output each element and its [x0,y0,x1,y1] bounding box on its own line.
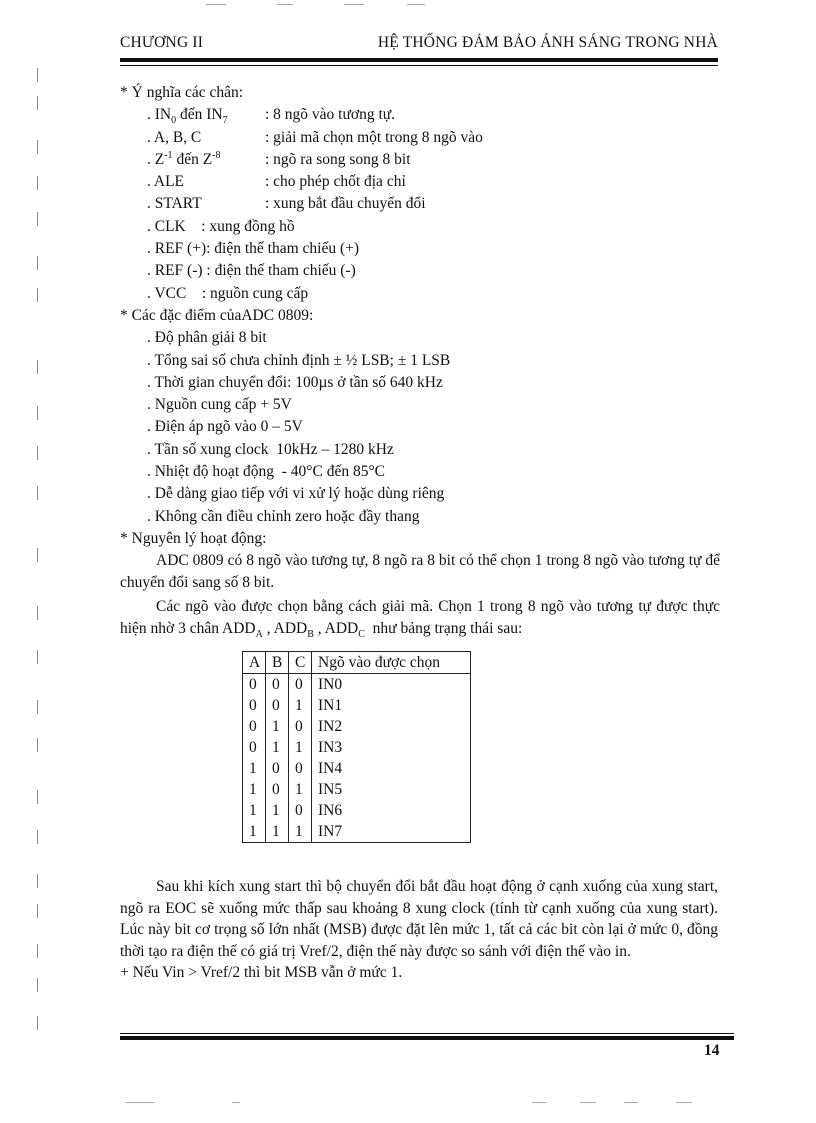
scan-artifact [126,1102,154,1103]
margin-mark [37,212,38,226]
features-heading: * Các đặc điểm củaADC 0809: [120,306,314,324]
footer-rule [120,1033,734,1034]
table-cell: 0 [266,758,289,779]
page-number: 14 [704,1042,720,1059]
table-cell: 1 [243,779,266,800]
principle-paragraph-2: Các ngõ vào được chọn bằng cách giải mã. Chọn 1 trong 8 ngõ vào tương tự được thực hiện nhờ 3 chân $ADD_A$ , $ADD_B$ , $ADD_C$ như bảng trạng thái sau: [120,598,720,640]
table-row [243,674,471,696]
scan-artifact [277,4,293,5]
scan-artifact [532,1102,546,1103]
footer-rule [120,1036,734,1040]
pins-heading: * Ý nghĩa các chân: [120,84,244,101]
table-cell: 0 [266,674,289,696]
condition-line: + Nếu Vin > Vref/2 thì bit MSB vẫn ở mức 1. [120,964,403,981]
pin-item: . REF (-) : điện thế tham chiếu (-) [147,262,356,280]
scan-artifact [232,1102,240,1103]
scan-artifact [407,4,425,5]
margin-mark [37,548,38,562]
table-cell: 1 [289,779,312,800]
chapter-label: CHƯƠNG II [120,34,204,51]
page-body [120,82,720,639]
scan-artifact [676,1102,692,1103]
table-cell: 0 [266,695,289,716]
table-row [243,695,471,716]
pin-item [120,149,720,171]
feature-item: . Không cần điều chỉnh zero hoặc đầy thang [147,507,420,525]
table-cell: IN4 [312,758,471,779]
pin-label: . $Z^{-1}$ đến $Z^{-8}$ [147,149,221,168]
table-cell: 1 [266,716,289,737]
table-cell: 1 [266,821,289,843]
table-row [243,821,471,843]
pin-desc: : giải mã chọn một trong 8 ngõ vào [265,128,483,146]
table-cell: IN0 [312,674,471,696]
margin-mark [37,360,38,374]
pin-item: . VCC : nguồn cung cấp [147,284,309,302]
margin-mark [37,904,38,918]
margin-mark [37,978,38,992]
state-table [242,651,471,843]
pin-label: . ALE [147,173,185,191]
margin-mark [37,874,38,888]
margin-mark [37,96,38,110]
pin-desc: : ngõ ra song song 8 bit [265,150,411,168]
table-cell: 0 [243,674,266,696]
pin-item [120,193,720,215]
table-cell: 1 [289,695,312,716]
table-cell: 0 [243,695,266,716]
scan-artifact [624,1102,638,1103]
pin-item: . REF (+): điện thế tham chiếu (+) [147,240,360,258]
table-cell: 0 [289,716,312,737]
principle-heading: * Nguyên lý hoạt động: [120,529,267,547]
feature-item: . Độ phân giải 8 bit [147,329,267,347]
chapter-title: HỆ THỐNG ĐẢM BẢO ÁNH SÁNG TRONG NHÀ [377,34,718,51]
feature-item: . Nhiệt độ hoạt động - 40°C đến 85°C [147,463,385,481]
table-row [243,758,471,779]
principle-paragraph-1: ADC 0809 có 8 ngõ vào tương tự, 8 ngõ ra 8 bit có thể chọn 1 trong 8 ngõ vào tương tự để chuyển đổi sang số 8 bit. [120,552,720,591]
pin-label: . A, B, C [147,128,202,146]
pin-item [120,127,720,149]
pin-desc: : xung bắt đầu chuyển đổi [265,195,426,213]
table-cell: IN7 [312,821,471,843]
table-header-row [243,652,471,674]
column-header: B [266,652,289,674]
table-cell: IN3 [312,737,471,758]
post-table-text [120,876,718,984]
header-rule [120,58,718,62]
table-cell: 0 [243,716,266,737]
margin-mark [37,944,38,958]
feature-item: . Nguồn cung cấp + 5V [147,396,292,414]
pin-label: . $IN_0$ đến $IN_7$ [147,106,228,127]
table-row [243,716,471,737]
feature-item: . Tổng sai số chưa chỉnh định ± ½ LSB; ± 1 LSB [147,351,451,369]
table-cell: IN5 [312,779,471,800]
column-header: Ngõ vào được chọn [312,652,471,674]
table-cell: 1 [243,800,266,821]
table-cell: 1 [243,758,266,779]
margin-mark [37,446,38,460]
margin-mark [37,140,38,154]
table-cell: 1 [289,821,312,843]
table-cell: 0 [289,758,312,779]
table-row [243,800,471,821]
margin-mark [37,830,38,844]
feature-item: . Điện áp ngõ vào 0 – 5V [147,418,303,436]
feature-item: . Tần số xung clock 10kHz – 1280 kHz [147,440,394,458]
table-row [243,779,471,800]
scan-artifact [344,4,364,5]
scan-artifact [206,4,226,5]
margin-mark [37,738,38,752]
margin-mark [37,790,38,804]
margin-mark [37,68,38,82]
column-header: A [243,652,266,674]
table-cell: 0 [289,800,312,821]
pin-item [120,171,720,193]
table-row [243,737,471,758]
margin-mark [37,176,38,190]
margin-mark [37,650,38,664]
page-header [120,34,718,60]
margin-mark [37,406,38,420]
margin-mark [37,486,38,500]
table-cell: 1 [266,800,289,821]
scan-artifact [580,1102,596,1103]
table-cell: 1 [266,737,289,758]
table-cell: 0 [243,737,266,758]
header-rule [120,65,718,66]
table-cell: IN2 [312,716,471,737]
column-header: C [289,652,312,674]
margin-mark [37,288,38,302]
pin-label: . START [147,195,202,213]
pin-desc: : cho phép chốt địa chỉ [265,173,406,191]
feature-item: . Dễ dàng giao tiếp với vi xử lý hoặc dùng riêng [147,485,445,503]
pin-item [120,104,720,126]
table-cell: IN6 [312,800,471,821]
table-cell: 1 [243,821,266,843]
pin-item: . CLK : xung đồng hồ [147,217,295,235]
table-cell: IN1 [312,695,471,716]
margin-mark [37,256,38,270]
operation-paragraph: Sau khi kích xung start thì bộ chuyển đổi bắt đầu hoạt động ở cạnh xuống của xung start, ngõ ra EOC sẽ xuống mức thấp sau khoảng 8 xung clock (tính từ cạnh xuống của xung start). Lúc này bit cơ trọng số lớn nhất (MSB) được đặt lên mức 1, tất cả các bit còn lại ở mức 0, đồng thời tạo ra điện thế có giá trị Vref/2, điện thế này được so sánh với điện thế vào in. [120,878,718,960]
table-cell: 0 [266,779,289,800]
feature-item: . Thời gian chuyển đổi: 100µs ở tần số 640 kHz [147,373,443,391]
margin-mark [37,1016,38,1030]
table-cell: 1 [289,737,312,758]
margin-mark [37,700,38,714]
pin-desc: : 8 ngõ vào tương tự. [265,106,396,124]
table-cell: 0 [289,674,312,696]
margin-mark [37,606,38,620]
